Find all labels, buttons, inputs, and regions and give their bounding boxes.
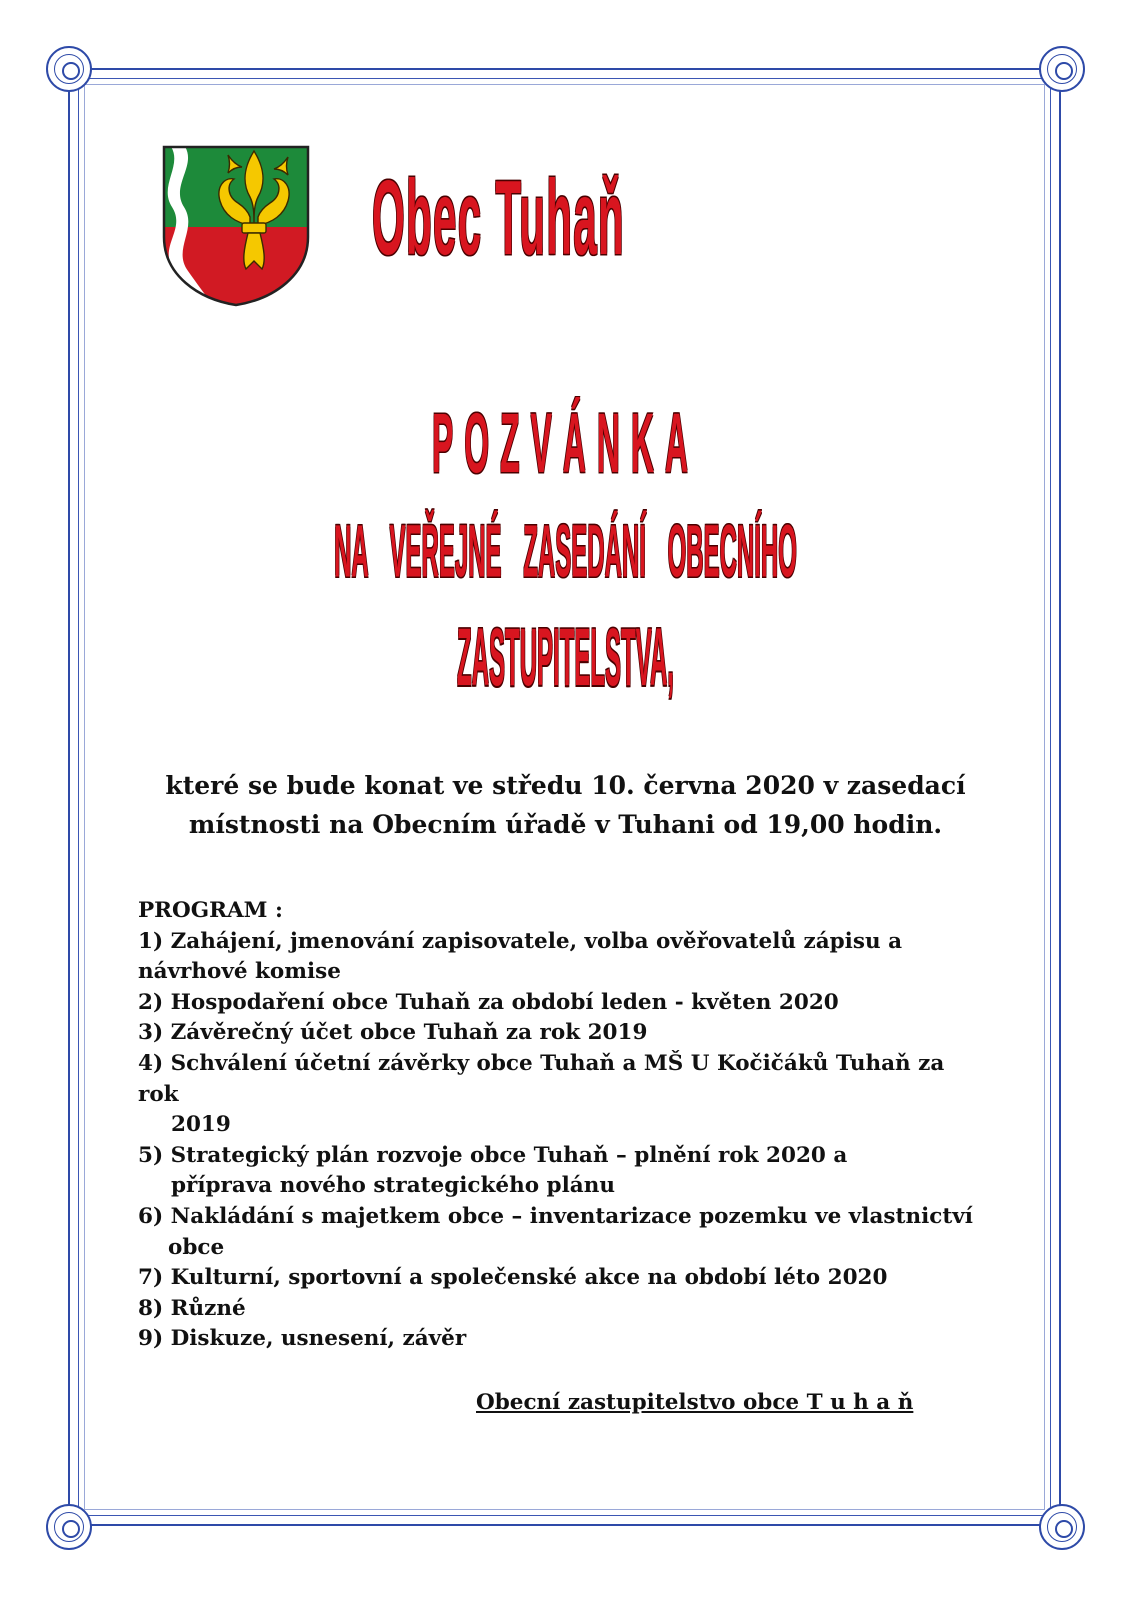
meeting-details — [120, 766, 1011, 844]
program-item-6-continuation: obce — [168, 1234, 225, 1260]
meeting-details-line1: které se bude konat ve středu 10. června 2020 v zasedací — [165, 771, 966, 800]
program-item-1: 1) Zahájení, jmenování zapisovatele, volba ověřovatelů zápisu a — [138, 928, 902, 954]
coat-of-arms-icon — [162, 145, 310, 307]
program-heading: PROGRAM : — [138, 898, 283, 923]
municipality-name: Obec Tuhaň — [372, 159, 625, 278]
program-item-4-continuation: 2019 — [171, 1112, 231, 1138]
program-list — [138, 896, 988, 1355]
frame-corner-ornament-top-right — [1039, 46, 1085, 92]
invitation-subtitle-line1: NA VEŘEJNÉ ZASEDÁNÍ OBECNÍHO — [334, 511, 797, 594]
program-item-2: 2) Hospodaření obce Tuhaň za období leden - květen 2020 — [138, 989, 839, 1015]
program-item-9: 9) Diskuze, usnesení, závěr — [138, 1326, 467, 1352]
program-item-4: 4) Schválení účetní závěrky obce Tuhaň a MŠ U Kočičáků Tuhaň za rok — [138, 1050, 945, 1107]
program-item-5: 5) Strategický plán rozvoje obce Tuhaň – plnění rok 2020 a — [138, 1142, 848, 1168]
program-item-3: 3) Závěrečný účet obce Tuhaň za rok 2019 — [138, 1020, 648, 1046]
program-item-6: 6) Nakládání s majetkem obce – inventarizace pozemku ve vlastnictví — [138, 1203, 973, 1229]
frame-corner-ornament-bottom-right — [1039, 1504, 1085, 1550]
frame-corner-ornament-bottom-left — [46, 1504, 92, 1550]
frame-corner-ornament-top-left — [46, 46, 92, 92]
program-item-7: 7) Kulturní, sportovní a společenské akce na období léto 2020 — [138, 1265, 888, 1291]
program-item-8: 8) Různé — [138, 1295, 246, 1321]
invitation-subtitle-line2: ZASTUPITELSTVA, — [457, 613, 674, 704]
program-item-5-continuation: příprava nového strategického plánu — [171, 1173, 615, 1199]
invitation-title: POZVÁNKA — [431, 396, 700, 491]
signature: Obecní zastupitelstvo obce T u h a ň — [476, 1390, 914, 1415]
program-item-1-continuation: návrhové komise — [138, 959, 341, 985]
meeting-details-line2: místnosti na Obecním úřadě v Tuhani od 19,00 hodin. — [188, 810, 943, 839]
